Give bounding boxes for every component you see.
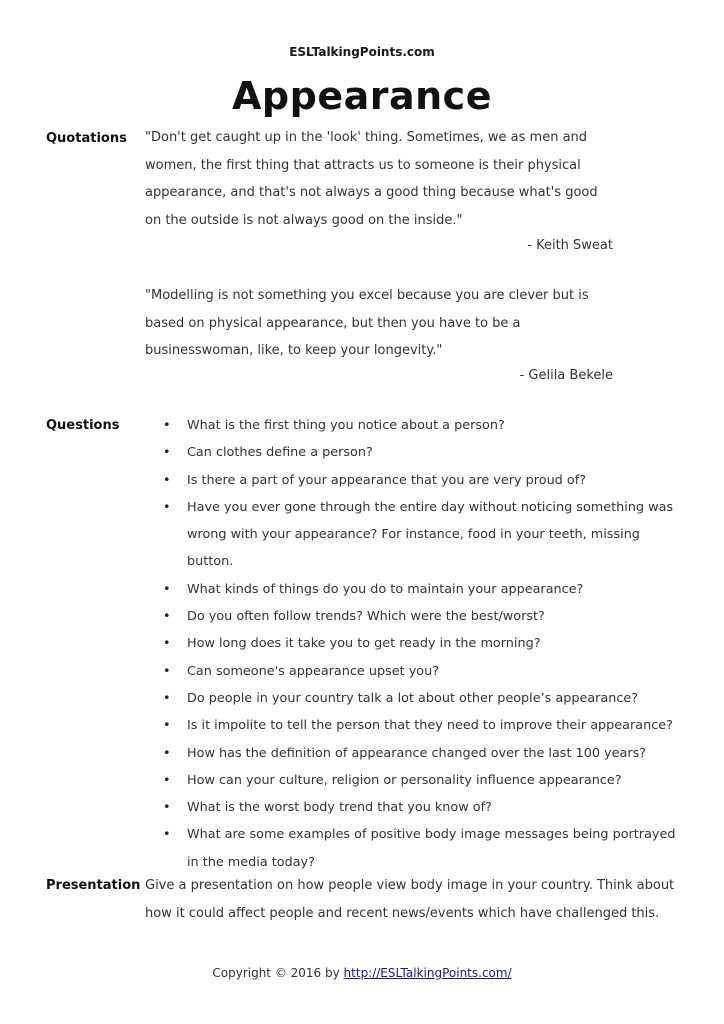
question-item: • What kinds of things do you do to maintain your appearance? <box>163 576 683 603</box>
question-item: • Can clothes define a person? <box>163 439 683 466</box>
question-item: • Do people in your country talk a lot about other people’s appearance? <box>163 685 683 712</box>
question-item: • Have you ever gone through the entire day without noticing something was wrong with your appearance? For instance, food in your teeth, missing button. <box>163 494 683 576</box>
quote-author-2: - Gelila Bekele <box>519 368 613 383</box>
question-item: • How can your culture, religion or personality influence appearance? <box>163 767 683 794</box>
question-item: • What is the worst body trend that you know of? <box>163 794 683 821</box>
question-item: • What is the first thing you notice about a person? <box>163 412 683 439</box>
question-item: • Do you often follow trends? Which were the best/worst? <box>163 603 683 630</box>
presentation-label: Presentation <box>46 878 141 893</box>
question-item: • Is it impolite to tell the person that they need to improve their appearance? <box>163 712 683 739</box>
question-item: • What are some examples of positive body image messages being portrayed in the media today? <box>163 821 683 876</box>
copyright-text: Copyright © 2016 by <box>212 966 340 980</box>
presentation-text: Give a presentation on how people view body image in your country. Think about how it could affect people and recent news/events which have challenged this. <box>145 878 675 921</box>
page-title: Appearance <box>232 74 492 118</box>
quote-text-2: "Modelling is not something you excel because you are clever but is based on physical appearance, but then you have to be a businesswoman, like, to keep your longevity." <box>145 288 589 358</box>
question-item: • Can someone's appearance upset you? <box>163 658 683 685</box>
question-item: • Is there a part of your appearance that you are very proud of? <box>163 467 683 494</box>
questions-list <box>163 412 683 876</box>
quote-author-1: - Keith Sweat <box>527 238 613 253</box>
question-item: • How has the definition of appearance changed over the last 100 years? <box>163 740 683 767</box>
quotations-label: Quotations <box>46 131 127 146</box>
footer-link[interactable]: http://ESLTalkingPoints.com/ <box>343 966 512 980</box>
question-item: • How long does it take you to get ready in the morning? <box>163 630 683 657</box>
site-name: ESLTalkingPoints.com <box>289 45 435 59</box>
questions-label: Questions <box>46 418 120 433</box>
footer <box>0 966 724 980</box>
quote-text-1: "Don't get caught up in the 'look' thing. Sometimes, we as men and women, the first thing that attracts us to someone is their physical appearance, and that's not always a good thing because what's good on the outside is not always good on the inside." <box>145 130 598 228</box>
